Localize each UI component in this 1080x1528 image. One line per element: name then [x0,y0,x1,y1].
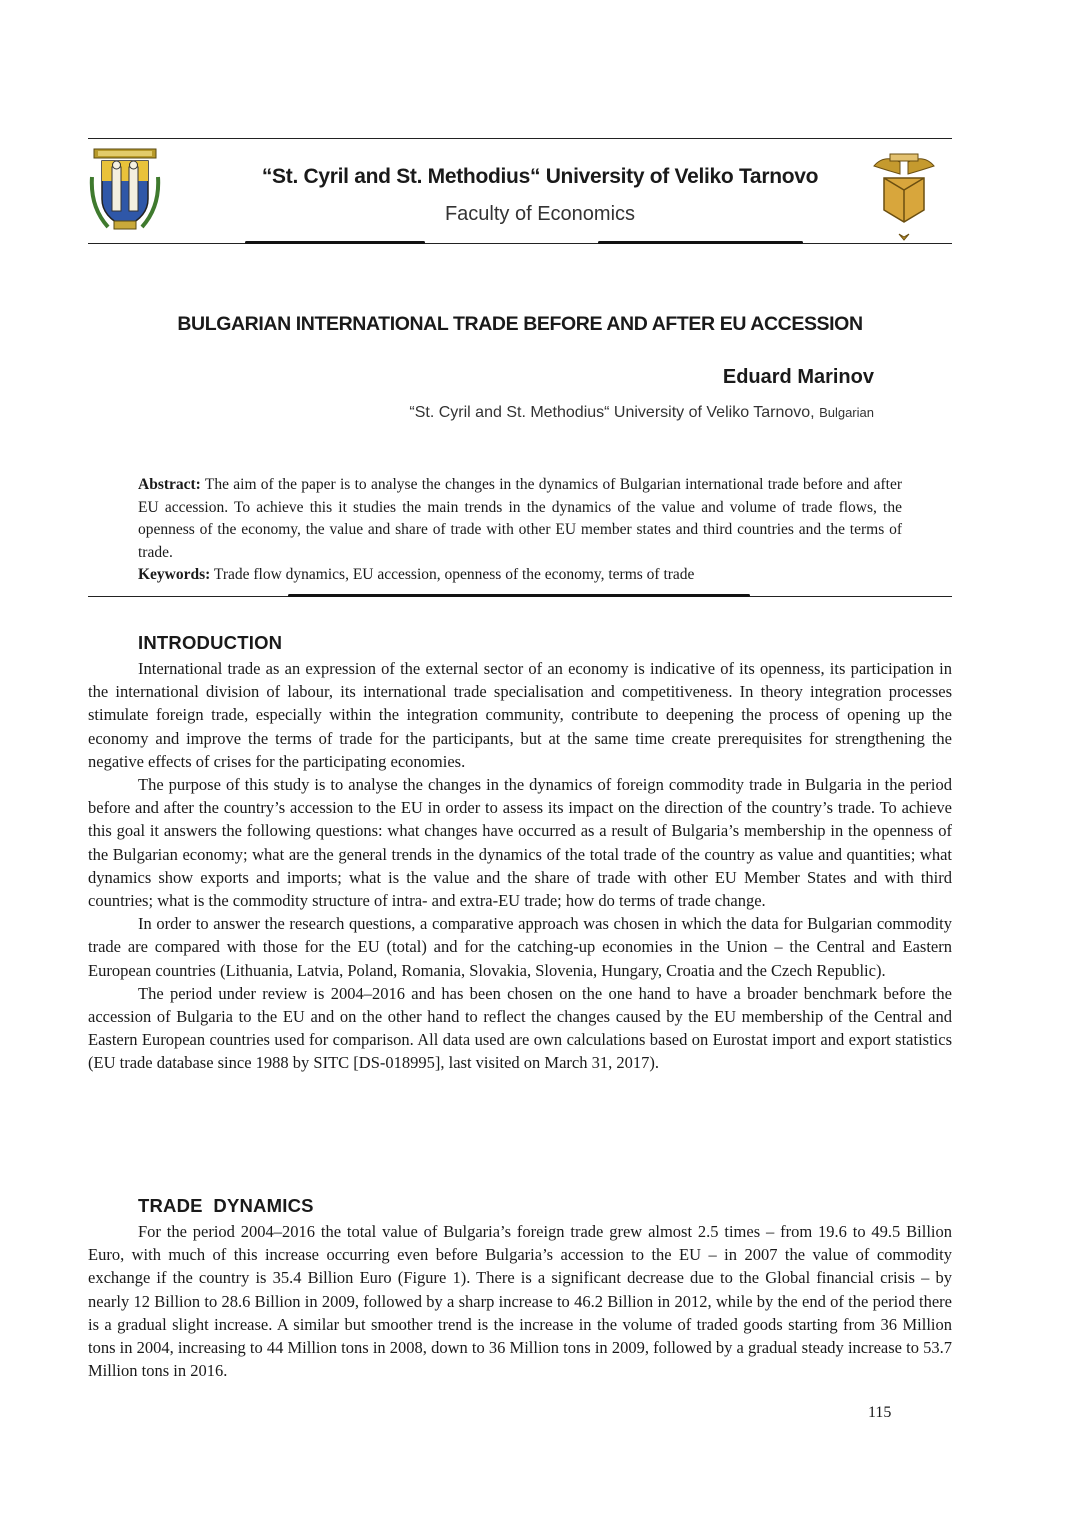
affiliation-institution: “St. Cyril and St. Methodius“ University of Veliko Tarnovo, [409,404,815,421]
header-swoosh-right [598,241,803,244]
keywords-text: Trade flow dynamics, EU accession, openness of the economy, terms of trade [210,566,695,584]
abstract-paragraph [138,474,902,564]
abstract-label: Abstract: [138,476,201,493]
body-paragraph: The period under review is 2004–2016 and has been chosen on the one hand to have a broader benchmark before the accession of Bulgaria to the EU and on the other hand to reflect the changes caused by the EU membership of the Central and Eastern European countries used for comparison. All data used are own calculations based on Eurostat import and export statistics (EU trade database since 1988 by SITC [DS-018995], last visited on March 31, 2017). [88,983,952,1073]
introduction-body [88,657,952,1075]
introduction-heading: INTRODUCTION [138,632,283,653]
paper-title: BULGARIAN INTERNATIONAL TRADE BEFORE AND AFTER EU ACCESSION [177,313,863,335]
faculty-emblem-logo [870,146,938,246]
abstract-text: The aim of the paper is to analyse the changes in the dynamics of Bulgarian international trade before and after EU accession. To achieve this it studies the main trends in the dynamics of the value and volume of trade flows, the openness of the economy, the value and share of trade with other EU member states and third countries and the terms of trade. [138,476,902,561]
university-crest-logo [88,147,162,235]
trade-dynamics-heading: TRADE DYNAMICS [138,1195,314,1216]
affiliation-country: Bulgarian [819,405,874,420]
body-paragraph: The purpose of this study is to analyse the changes in the dynamics of foreign commodity trade in Bulgaria in the period before and after the country’s accession to the EU in order to assess its impact on the direction of the country’s trade. To achieve this goal it answers the following questions: what changes have occurred as a result of Bulgaria’s membership in the openness of the Bulgarian economy; what are the general trends in the dynamics of the total trade of the country as value and quantities; what dynamics show exports and imports; what is the value and the share of trade with other EU Member States and with third countries; what is the commodity structure of intra- and extra-EU trade; how do terms of trade change. [88,775,952,911]
trade-dynamics-body [88,1220,952,1382]
body-paragraph: In order to answer the research questions, a comparative approach was chosen in which the data for Bulgarian commodity trade are compared with those for the EU (total) and for the catching-up economies in the Union – the Central and Eastern European countries (Lithuania, Latvia, Poland, Romania, Slovakia, Slovenia, Hungary, Croatia and the Czech Republic). [88,914,952,980]
author-affiliation [409,404,874,422]
keywords-label: Keywords: [138,566,211,584]
body-paragraph: For the period 2004–2016 the total value of Bulgaria’s foreign trade grew almost 2.5 times – from 19.6 to 49.5 Billion Euro, with much of this increase occurring even before Bulgaria’s accession to the EU – in 2007 the value of commodity exchange if the country is 35.4 Billion Euro (Figure 1). There is a significant decrease due to the Global financial crisis – by nearly 12 Billion to 28.6 Billion in 2009, followed by a sharp increase to 46.2 Billion in 2012, while by the end of the period there is a gradual slight increase. A similar but smoother trend is the increase in the volume of traded goods starting from 36 Million tons in 2004, increasing to 44 Million tons in 2008, down to 36 Million tons in 2009, followed by a gradual steady increase to 53.7 Million tons in 2016. [88,1222,952,1381]
abstract-block [138,474,902,587]
abstract-swoosh [288,594,750,597]
header-top-rule [88,138,952,139]
header-bottom-rule [88,243,952,244]
faculty-name: Faculty of Economics [444,203,636,225]
university-name: “St. Cyril and St. Methodius“ University of Veliko Tarnovo [261,165,819,188]
page-number: 115 [868,1404,892,1421]
author-name: Eduard Marinov [722,366,874,388]
header-swoosh-left [245,241,425,244]
body-paragraph: International trade as an expression of the external sector of an economy is indicative of its openness, its participation in the international division of labour, its international trade specialisation and competitiveness. In theory integration processes stimulate foreign trade, especially within the integration community, contribute to deepening the process of opening up the economy and improve the terms of trade for the participants, but at the same time create prerequisites for strengthening the negative effects of crises for the participating economies. [88,659,952,771]
keywords-paragraph [138,564,902,587]
